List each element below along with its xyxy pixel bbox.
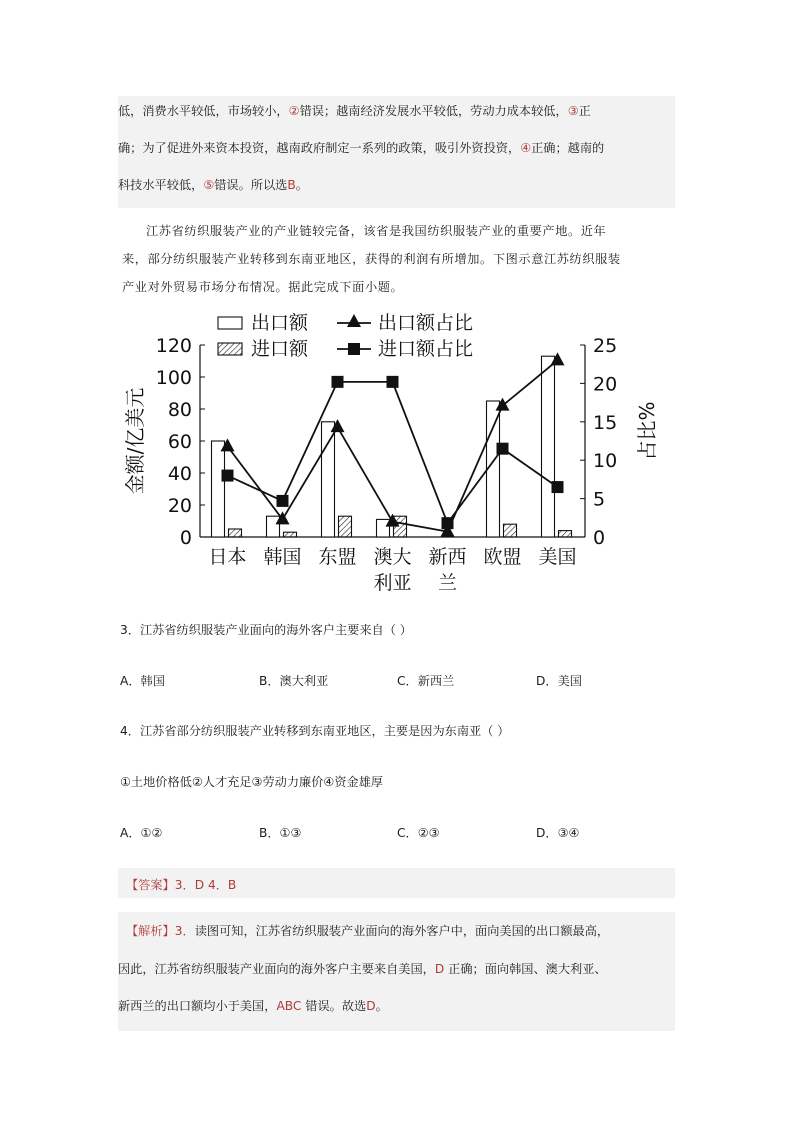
text-run: 因此，江苏省纺织服装产业面向的海外客户主要来自美国，	[118, 962, 435, 976]
left-tick-label: 60	[167, 431, 192, 453]
import-share-point	[387, 376, 399, 388]
legend-export-swatch	[218, 317, 242, 329]
category-label: 美国	[538, 546, 577, 568]
text-run: 错误；越南经济发展水平较低，劳动力成本较低，	[299, 104, 568, 118]
analysis-block	[118, 912, 675, 1031]
import-share-point	[332, 376, 344, 388]
legend-label: 出口额	[251, 312, 309, 334]
highlight-text: ④	[520, 141, 532, 155]
import-share-point	[442, 517, 454, 529]
answer-label: 【答案】	[126, 878, 175, 892]
text-run: 正确；越南的	[531, 141, 605, 155]
category-label: 日本	[208, 546, 247, 568]
y2-axis-title: 占比%	[635, 401, 659, 461]
question-4-factors: ①土地价格低②人才充足③劳动力廉价④资金雄厚	[120, 775, 384, 789]
import-bar	[504, 524, 517, 537]
q4-option-b[interactable]: B．①③	[259, 826, 302, 840]
import-share-point	[497, 443, 509, 455]
right-tick-label: 25	[593, 335, 618, 357]
text-run: 低，消费水平较低，市场较小，	[118, 104, 289, 118]
analysis-line-2	[118, 960, 607, 977]
highlight-text: D	[434, 962, 445, 976]
category-label: 欧盟	[483, 546, 522, 568]
import-share-point	[222, 470, 234, 482]
right-tick-label: 20	[593, 373, 618, 396]
category-label: 新西	[428, 546, 467, 568]
answer-line	[126, 876, 236, 893]
right-tick-label: 5	[593, 488, 606, 511]
analysis-line-1	[126, 922, 609, 939]
trade-chart	[0, 300, 794, 600]
category-label: 兰	[437, 572, 458, 594]
legend-label: 出口额占比	[378, 312, 474, 334]
highlight-text: B	[287, 178, 296, 192]
highlight-text: ③	[567, 104, 579, 118]
category-label: 利亚	[373, 572, 412, 594]
text-run: 。	[295, 178, 308, 192]
text-run: 读图可知，江苏省纺织服装产业面向的海外客户中，面向美国的出口额最高，	[194, 924, 610, 938]
q3-option-a[interactable]: A．韩国	[120, 674, 165, 688]
legend-label: 进口额占比	[378, 338, 474, 360]
text-run: 正	[578, 104, 591, 118]
q3-option-b[interactable]: B．澳大利亚	[259, 674, 329, 688]
q4-option-a[interactable]: A．①②	[120, 826, 163, 840]
q4-option-d[interactable]: D．③④	[536, 826, 580, 840]
q3-option-c[interactable]: C．新西兰	[397, 674, 455, 688]
highlight-text: ABC	[276, 999, 302, 1013]
q3-option-d[interactable]: D．美国	[536, 674, 582, 688]
export-bar	[377, 519, 390, 537]
import-bar	[229, 529, 242, 537]
intro-line-3: 产业对外贸易市场分布情况。据此完成下面小题。	[122, 280, 404, 294]
intro-line-2: 来，部分纺织服装产业转移到东南亚地区，获得的利润有所增加。下图示意江苏纺织服装	[122, 252, 621, 266]
left-tick-label: 120	[155, 335, 192, 357]
legend-import-swatch	[218, 343, 242, 355]
text-run: 。	[375, 999, 388, 1013]
import-bar	[559, 531, 572, 537]
legend-triangle-marker	[347, 314, 361, 327]
left-tick-label: 20	[167, 495, 192, 517]
export-bar	[267, 516, 280, 537]
left-tick-label: 0	[179, 527, 192, 549]
highlight-text: ②	[288, 104, 300, 118]
intro-line-1: 江苏省纺织服装产业的产业链较完备，该省是我国纺织服装产业的重要产地。近年	[146, 224, 607, 238]
export-bar	[542, 356, 555, 537]
answer-text: 3．D 4．B	[174, 878, 237, 892]
right-tick-label: 15	[593, 411, 618, 434]
previous-explanation-block	[118, 96, 675, 208]
export-bar	[322, 422, 335, 537]
right-tick-label: 10	[593, 450, 618, 473]
import-share-point	[277, 495, 289, 507]
export-bar	[212, 441, 225, 537]
text-run: 错误。故选	[301, 999, 367, 1013]
q4-option-c[interactable]: C．②③	[397, 826, 440, 840]
left-tick-label: 100	[155, 367, 192, 389]
legend-square-marker	[348, 343, 360, 355]
analysis-label: 【解析】	[126, 924, 175, 938]
text-run: 确；为了促进外来资本投资，越南政府制定一系列的政策，吸引外资投资，	[118, 141, 521, 155]
explanation-line-3	[118, 176, 308, 193]
category-label: 韩国	[263, 546, 302, 568]
right-tick-label: 0	[593, 527, 606, 549]
question-3-stem: 3．江苏省纺织服装产业面向的海外客户主要来自（ ）	[120, 623, 412, 637]
import-share-point	[552, 481, 564, 493]
category-label: 东盟	[318, 546, 357, 568]
text-run: 正确；面向韩国、澳大利亚、	[444, 962, 607, 976]
analysis-line-1-text	[175, 924, 609, 938]
text-run: 科技水平较低，	[118, 178, 204, 192]
left-tick-label: 40	[167, 463, 192, 485]
left-tick-label: 80	[167, 399, 192, 421]
legend-label: 进口额	[251, 338, 309, 360]
explanation-line-2	[118, 139, 604, 156]
analysis-line-3	[118, 997, 388, 1014]
answer-block	[118, 868, 675, 898]
y-axis-title: 金额/亿美元	[123, 387, 147, 495]
highlight-text: D	[366, 999, 376, 1013]
category-label: 澳大	[373, 546, 412, 568]
text-run: 错误。所以选	[214, 178, 288, 192]
explanation-line-1	[118, 102, 591, 119]
import-bar	[284, 532, 297, 537]
question-4-stem: 4．江苏省部分纺织服装产业转移到东南亚地区，主要是因为东南亚（ ）	[120, 724, 510, 738]
highlight-text: ⑤	[203, 178, 215, 192]
import-bar	[339, 516, 352, 537]
highlight-text: 3．	[174, 924, 195, 938]
text-run: 新西兰的出口额均小于美国，	[118, 999, 277, 1013]
